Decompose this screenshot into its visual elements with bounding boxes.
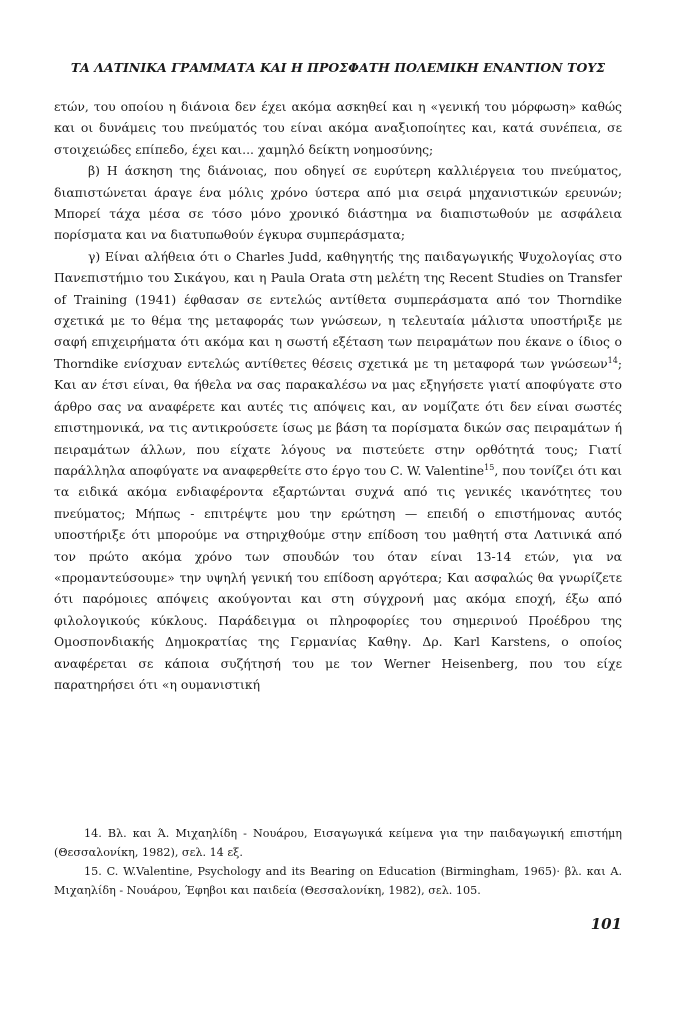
paragraph-3-part-b: ; Και αν έτσι είναι, θα ήθελα να σας παρακαλέσω να μας εξηγήσετε γιατί αποφύγατε στο άρθρο σας να αναφέρετε και αυτές τις απόψεις και, αν νομίζατε ότι δεν είναι σωστές επιστημονικά, να τις αντικρούσετε ίσως με βάση τα πορίσματα δικών σας πειραμάτων ή πειραμάτων άλλων, που είχατε λόγους να πιστεύετε στην ορθότητά τους; Γιατί παράλληλα αποφύγατε να αναφερθείτε στο έργο του C. W. Valentine <box>54 355 622 478</box>
paragraph-3-part-c: , που τονίζει ότι και τα ειδικά ακόμα ενδιαφέροντα εξαρτώνται συχνά από τις γενικές ικανότητες του πνεύματος; Μήπως - επιτρέψτε μου την ερώτηση — επειδή ο επιστήμονας αυτός υποστήριξε ότι μπορούμε να στηριχθούμε στην επίδοση του μαθητή στα Λατινικά από τον πρώτο ακόμα χρόνο των σπουδών του όταν είναι 13-14 ετών, για να «προμαντεύσουμε» την υψηλή γενική του επίδοση αργότερα; Και ασφαλώς θα γνωρίζετε ότι παρόμοιες απόψεις ακούγονται και στη σύγχρονή μας ακόμα εποχή, έξω από φιλολογικούς κύκλους. Παράδειγμα οι πληροφορίες του σημερινού Προέδρου της Ομοσπονδιακής Δημοκρατίας της Γερμανίας Καθηγ. Δρ. Karl Karstens, ο οποίος αναφέρεται σε κάποια συζήτησή του με τον Werner Heisenberg, που του είχε παρατηρήσει ότι «η ουμανιστική <box>54 462 623 692</box>
footnote-14: 14. Βλ. και Ά. Μιχαηλίδη - Νουάρου, Εισαγωγικά κείμενα για την παιδαγωγική επιστήμη (Θεσσαλονίκη, 1982), σελ. 14 εξ. <box>54 827 622 859</box>
paragraph-3 <box>54 246 622 696</box>
paragraph-1: ετών, του οποίου η διάνοια δεν έχει ακόμα ασκηθεί και η «γενική του μόρφωση» καθώς και οι δυνάμεις του πνεύματός του είναι ακόμα αναξιοποίητες και, κατά συνέπεια, σε στοιχειώδες επίπεδο, έχει και... χαμηλό δείκτη νοημοσύνης; <box>54 99 622 157</box>
paragraph-2: β) Η άσκηση της διάνοιας, που οδηγεί σε ευρύτερη καλλιέργεια του πνεύματος, διαπιστώνεται άραγε ένα μόλις χρόνο ύστερα από μια σειρά μηχανιστικών ερευνών; Μπορεί τάχα μέσα σε τόσο μόνο χρονικό διάστημα να διαπιστωθούν με ασφάλεια πορίσματα και να διατυπωθούν έγκυρα συμπεράσματα; <box>54 163 622 243</box>
body-text <box>54 96 622 695</box>
footnote-ref-14[interactable]: 14 <box>607 355 618 365</box>
footnote-ref-15[interactable]: 15 <box>484 462 495 472</box>
paragraph-3-part-a: γ) Είναι αλήθεια ότι ο Charles Judd, καθηγητής της παιδαγωγικής Ψυχολογίας στο Πανεπιστήμιο του Σικάγου, και η Paula Orata στη μελέτη της Recent Studies on Transfer of Training (1941) έφθασαν σε εντελώς αντίθετα συμπεράσματα από τον Thorndike σχετικά με το θέμα της μεταφοράς των γνώσεων, η τελευταία μάλιστα υποστήριξε με σαφή επιχειρήματα ότι ακόμα και η σωστή εξέταση των πειραμάτων που έκανε ο ίδιος ο Thorndike ενίσχυαν εντελώς αντίθετες θέσεις σχετικά με τη μεταφορά των γνώσεων <box>54 248 622 371</box>
footnote-15: 15. C. W.Valentine, Psychology and its Bearing on Education (Birmingham, 1965)· βλ. και Α. Μιχαηλίδη - Νουάρου, Έφηβοι και παιδεία (Θεσσαλονίκη, 1982), σελ. 105. <box>54 865 622 897</box>
page-number: 101 <box>590 915 622 933</box>
footnotes <box>54 824 622 900</box>
running-head: ΤΑ ΛΑΤΙΝΙΚΑ ΓΡΑΜΜΑΤΑ ΚΑΙ Η ΠΡΟΣΦΑΤΗ ΠΟΛΕΜΙΚΗ ΕΝΑΝΤΙΟΝ ΤΟΥΣ <box>70 60 606 75</box>
